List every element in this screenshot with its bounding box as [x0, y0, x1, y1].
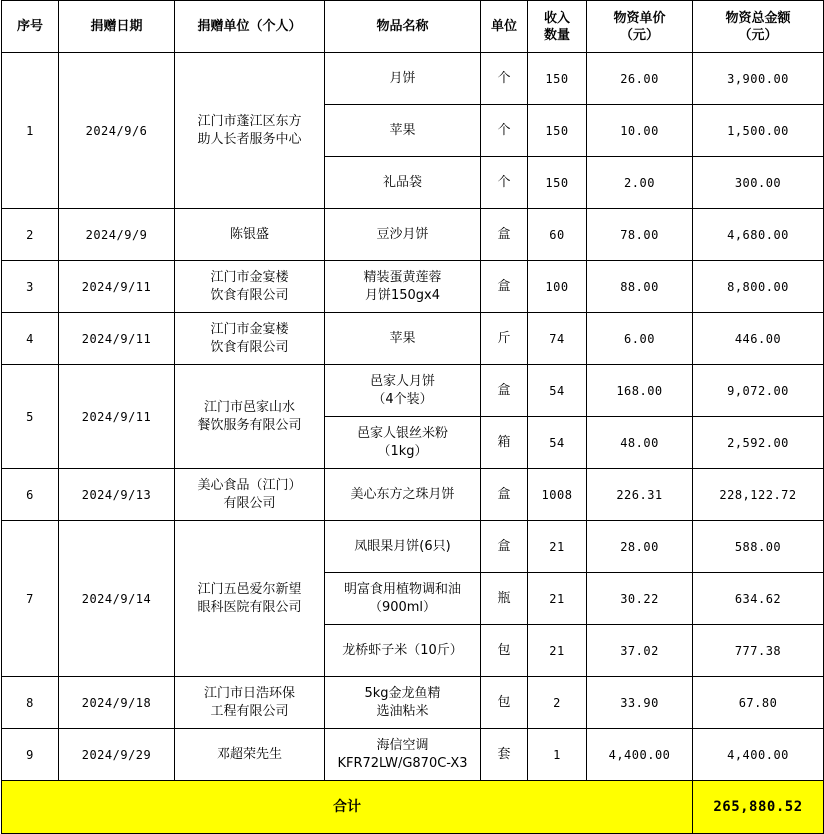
donation-table	[1, 0, 824, 834]
item-price: 48.00	[587, 417, 693, 469]
item-unit: 套	[481, 729, 528, 781]
item-name: 月饼	[325, 53, 481, 105]
item-unit: 斤	[481, 313, 528, 365]
item-total: 67.80	[693, 677, 824, 729]
item-price: 78.00	[587, 209, 693, 261]
donation-date: 2024/9/13	[59, 469, 175, 521]
row-number: 2	[2, 209, 59, 261]
donation-date: 2024/9/11	[59, 365, 175, 469]
item-price: 4,400.00	[587, 729, 693, 781]
item-name: 邑家人月饼 （4个装）	[325, 365, 481, 417]
total-amount: 265,880.52	[693, 781, 824, 834]
donor-name: 陈银盛	[175, 209, 325, 261]
item-total: 2,592.00	[693, 417, 824, 469]
donor-name: 美心食品（江门） 有限公司	[175, 469, 325, 521]
item-name: 海信空调 KFR72LW/G870C-X3	[325, 729, 481, 781]
row-number: 9	[2, 729, 59, 781]
item-unit: 瓶	[481, 573, 528, 625]
item-qty: 2	[528, 677, 587, 729]
item-price: 6.00	[587, 313, 693, 365]
item-total: 300.00	[693, 157, 824, 209]
header-item: 物品名称	[325, 1, 481, 53]
item-name: 苹果	[325, 313, 481, 365]
donor-name: 江门五邑爱尔新望 眼科医院有限公司	[175, 521, 325, 677]
item-unit: 个	[481, 105, 528, 157]
table-body	[2, 53, 824, 781]
donor-name: 江门市金宴楼 饮食有限公司	[175, 261, 325, 313]
donor-name: 江门市日浩环保 工程有限公司	[175, 677, 325, 729]
table-row	[2, 365, 824, 417]
donor-name: 江门市邑家山水 餐饮服务有限公司	[175, 365, 325, 469]
item-unit: 包	[481, 677, 528, 729]
table-row	[2, 261, 824, 313]
item-name: 豆沙月饼	[325, 209, 481, 261]
row-number: 4	[2, 313, 59, 365]
item-qty: 150	[528, 105, 587, 157]
item-unit: 盒	[481, 209, 528, 261]
row-number: 7	[2, 521, 59, 677]
item-price: 168.00	[587, 365, 693, 417]
item-total: 634.62	[693, 573, 824, 625]
item-qty: 60	[528, 209, 587, 261]
donor-name: 邓超荣先生	[175, 729, 325, 781]
item-unit: 盒	[481, 365, 528, 417]
item-total: 9,072.00	[693, 365, 824, 417]
total-label: 合计	[2, 781, 693, 834]
table-row	[2, 313, 824, 365]
item-price: 226.31	[587, 469, 693, 521]
item-qty: 1	[528, 729, 587, 781]
item-unit: 盒	[481, 521, 528, 573]
row-number: 8	[2, 677, 59, 729]
item-total: 777.38	[693, 625, 824, 677]
item-qty: 54	[528, 365, 587, 417]
item-total: 228,122.72	[693, 469, 824, 521]
header-date: 捐赠日期	[59, 1, 175, 53]
item-total: 3,900.00	[693, 53, 824, 105]
donor-name: 江门市蓬江区东方 助人长者服务中心	[175, 53, 325, 209]
item-qty: 21	[528, 573, 587, 625]
table-row	[2, 729, 824, 781]
item-total: 588.00	[693, 521, 824, 573]
item-qty: 100	[528, 261, 587, 313]
item-name: 5kg金龙鱼精 选油粘米	[325, 677, 481, 729]
row-number: 5	[2, 365, 59, 469]
donor-name: 江门市金宴楼 饮食有限公司	[175, 313, 325, 365]
header-no: 序号	[2, 1, 59, 53]
donation-date: 2024/9/11	[59, 313, 175, 365]
row-number: 6	[2, 469, 59, 521]
donation-date: 2024/9/9	[59, 209, 175, 261]
item-total: 446.00	[693, 313, 824, 365]
item-price: 33.90	[587, 677, 693, 729]
header-unit: 单位	[481, 1, 528, 53]
total-row	[2, 781, 824, 834]
item-unit: 箱	[481, 417, 528, 469]
donation-date: 2024/9/18	[59, 677, 175, 729]
item-total: 1,500.00	[693, 105, 824, 157]
item-name: 精装蛋黄莲蓉 月饼150gx4	[325, 261, 481, 313]
item-name: 礼品袋	[325, 157, 481, 209]
header-row	[2, 1, 824, 53]
item-total: 4,400.00	[693, 729, 824, 781]
item-name: 凤眼果月饼(6只)	[325, 521, 481, 573]
row-number: 3	[2, 261, 59, 313]
table-row	[2, 469, 824, 521]
table-row	[2, 521, 824, 573]
header-total: 物资总金额 （元）	[693, 1, 824, 53]
table-row	[2, 53, 824, 105]
header-donor: 捐赠单位（个人）	[175, 1, 325, 53]
item-price: 30.22	[587, 573, 693, 625]
item-name: 美心东方之珠月饼	[325, 469, 481, 521]
item-qty: 21	[528, 625, 587, 677]
item-unit: 个	[481, 53, 528, 105]
donation-date: 2024/9/6	[59, 53, 175, 209]
item-unit: 盒	[481, 469, 528, 521]
item-qty: 21	[528, 521, 587, 573]
item-total: 8,800.00	[693, 261, 824, 313]
item-price: 28.00	[587, 521, 693, 573]
item-name: 邑家人银丝米粉 （1kg）	[325, 417, 481, 469]
item-qty: 150	[528, 53, 587, 105]
item-name: 龙桥虾子米（10斤）	[325, 625, 481, 677]
item-name: 苹果	[325, 105, 481, 157]
item-price: 26.00	[587, 53, 693, 105]
donation-date: 2024/9/11	[59, 261, 175, 313]
item-price: 2.00	[587, 157, 693, 209]
item-unit: 盒	[481, 261, 528, 313]
item-qty: 54	[528, 417, 587, 469]
donation-date: 2024/9/14	[59, 521, 175, 677]
table-row	[2, 209, 824, 261]
header-qty: 收入 数量	[528, 1, 587, 53]
item-price: 37.02	[587, 625, 693, 677]
item-qty: 1008	[528, 469, 587, 521]
table-row	[2, 677, 824, 729]
item-name: 明富食用植物调和油 （900ml）	[325, 573, 481, 625]
header-price: 物资单价 （元）	[587, 1, 693, 53]
item-price: 10.00	[587, 105, 693, 157]
item-total: 4,680.00	[693, 209, 824, 261]
item-qty: 150	[528, 157, 587, 209]
item-qty: 74	[528, 313, 587, 365]
item-unit: 包	[481, 625, 528, 677]
item-price: 88.00	[587, 261, 693, 313]
item-unit: 个	[481, 157, 528, 209]
donation-date: 2024/9/29	[59, 729, 175, 781]
row-number: 1	[2, 53, 59, 209]
